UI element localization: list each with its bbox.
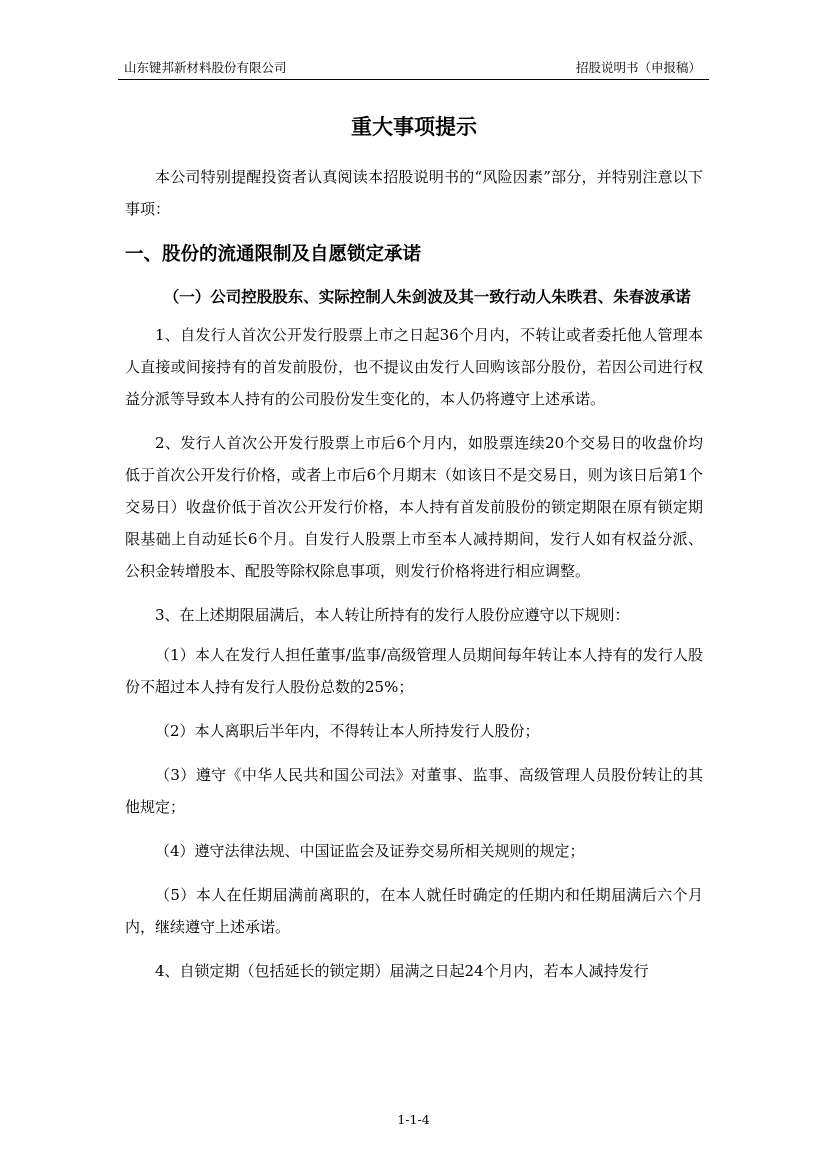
page-number: 1-1-4 xyxy=(397,1112,430,1127)
page-header xyxy=(118,58,709,78)
intro-paragraph: 本公司特别提醒投资者认真阅读本招股说明书的“风险因素”部分，并特别注意以下事项： xyxy=(125,168,703,218)
header-doc-type: 招股说明书（申报稿） xyxy=(575,60,701,75)
paragraph-rule-2: （2）本人离职后半年内，不得转让本人所持发行人股份； xyxy=(155,722,540,740)
paragraph-rule-3: （3）遵守《中华人民共和国公司法》对董事、监事、高级管理人员股份转让的其他规定； xyxy=(125,766,703,816)
header-company: 山东键邦新材料股份有限公司 xyxy=(124,60,287,75)
header-divider xyxy=(118,79,709,80)
paragraph-item-1: 1、自发行人首次公开发行股票上市之日起36个月内，不转让或者委托他人管理本人直接或间接持有的首发前股份，也不提议由发行人回购该部分股份，若因公司进行权益分派等导致本人持有的公司股份发生变化的，本人仍将遵守上述承诺。 xyxy=(125,326,703,408)
paragraph-rule-4: （4）遵守法律法规、中国证监会及证券交易所相关规则的规定； xyxy=(155,842,585,860)
paragraph-rule-5: （5）本人在任期届满前离职的，在本人就任时确定的任期内和任期届满后六个月内，继续遵守上述承诺。 xyxy=(125,886,703,936)
paragraph-item-4: 4、自锁定期（包括延长的锁定期）届满之日起24个月内，若本人减持发行 xyxy=(155,962,649,980)
paragraph-rule-1: （1）本人在发行人担任董事/监事/高级管理人员期间每年转让本人持有的发行人股份不超过本人持有发行人股份总数的25%； xyxy=(125,646,703,696)
subsection-1-heading: （一）公司控股股东、实际控制人朱剑波及其一致行动人朱昳君、朱春波承诺 xyxy=(163,288,691,306)
paragraph-item-2: 2、发行人首次公开发行股票上市后6个月内，如股票连续20个交易日的收盘价均低于首次公开发行价格，或者上市后6个月期末（如该日不是交易日，则为该日后第1个交易日）收盘价低于首次公开发行价格，本人持有首发前股份的锁定期限在原有锁定期限基础上自动延长6个月。自发行人股票上市至本人减持期间，发行人如有权益分派、公积金转增股本、配股等除权除息事项，则发行价格将进行相应调整。 xyxy=(125,434,703,580)
section-1-heading: 一、股份的流通限制及自愿锁定承诺 xyxy=(125,244,422,265)
paragraph-item-3: 3、在上述期限届满后，本人转让所持有的发行人股份应遵守以下规则： xyxy=(155,606,630,624)
page-body xyxy=(125,105,703,999)
page-title: 重大事项提示 xyxy=(351,115,477,139)
